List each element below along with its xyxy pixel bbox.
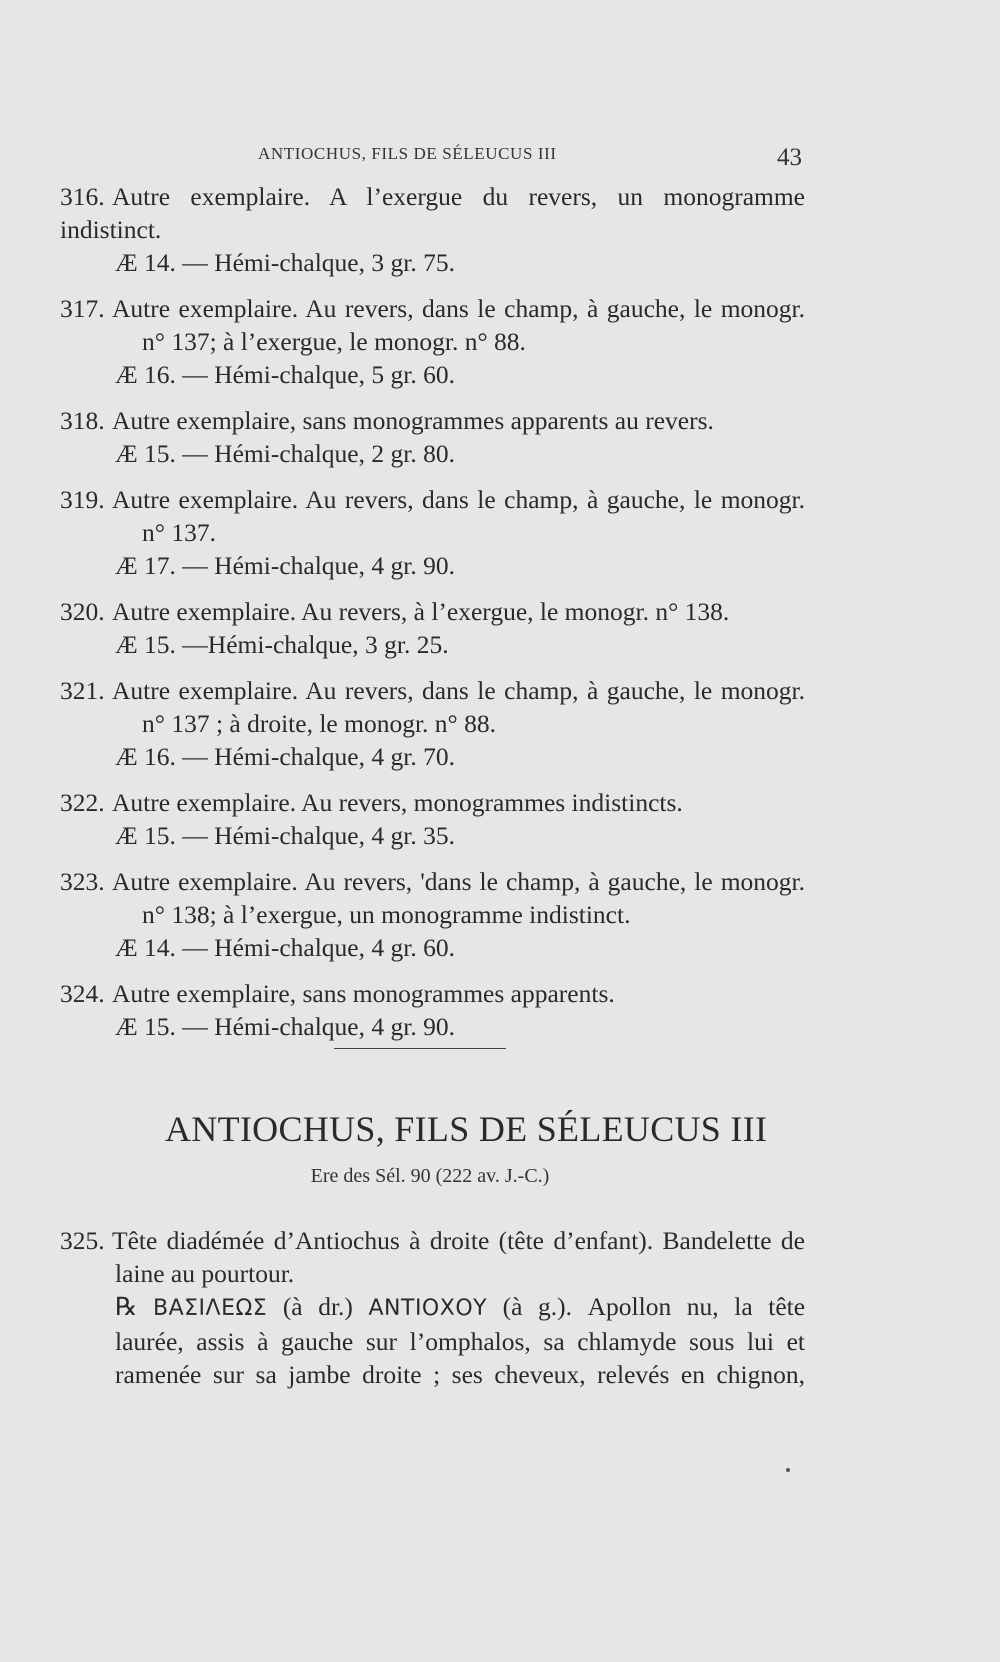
catalogue-entry — [60, 404, 805, 470]
entry-number: 322. — [60, 788, 105, 817]
entry-description: Autre exemplaire. Au revers, monogrammes indistincts. — [112, 788, 683, 817]
entry-number: 317. — [60, 294, 105, 323]
entry-description-cont: n° 137. — [142, 518, 216, 547]
entry-metrics: Æ 17. — Hémi-chalque, 4 gr. 90. — [115, 551, 455, 580]
entry-description: Autre exemplaire. Au revers, 'dans le champ, à gauche, le monogr. — [112, 867, 805, 896]
entry-description: Autre exemplaire, sans monogrammes apparents. — [112, 979, 615, 1008]
catalogue-entry — [60, 786, 805, 852]
legend-position-left: (à dr.) — [282, 1292, 353, 1321]
catalogue-entry — [60, 292, 805, 391]
catalogue-entry — [60, 595, 805, 661]
page-number: 43 — [777, 144, 802, 171]
entry-number: 323. — [60, 867, 105, 896]
catalogue-entry-325 — [60, 1224, 805, 1391]
entry-metrics: Æ 15. — Hémi-chalque, 2 gr. 80. — [115, 439, 455, 468]
entry-metrics: Æ 15. — Hémi-chalque, 4 gr. 90. — [115, 1012, 455, 1041]
entry-description-cont: n° 137 ; à droite, le monogr. n° 88. — [142, 709, 496, 738]
entry-description-cont: n° 138; à l’exergue, un monogramme indistinct. — [142, 900, 631, 929]
catalogue-entry — [60, 865, 805, 964]
entry-number: 325. — [60, 1226, 105, 1255]
reverse-line — [60, 1290, 805, 1325]
reverse-description-cont: ramenée sur sa jambe droite ; ses cheveux, relevés en chignon, — [115, 1360, 805, 1389]
obverse-description-cont: laine au pourtour. — [115, 1259, 295, 1288]
entry-number: 320. — [60, 597, 105, 626]
entry-description-cont: n° 137; à l’exergue, le monogr. n° 88. — [142, 327, 526, 356]
obverse-description: Tête diadémée d’Antiochus à droite (tête d’enfant). Bandelette de — [112, 1226, 805, 1255]
entry-metrics: Æ 15. — Hémi-chalque, 4 gr. 35. — [115, 821, 455, 850]
entry-metrics: Æ 14. — Hémi-chalque, 3 gr. 75. — [115, 248, 455, 277]
entry-metrics: Æ 16. — Hémi-chalque, 5 gr. 60. — [115, 360, 455, 389]
running-title: ANTIOCHUS, FILS DE SÉLEUCUS III — [258, 144, 557, 163]
recipe-reverse-icon: ℞ — [115, 1294, 138, 1321]
entry-number: 319. — [60, 485, 105, 514]
entry-description: Autre exemplaire. Au revers, dans le champ, à gauche, le monogr. — [112, 485, 805, 514]
entry-description: Autre exemplaire. Au revers, à l’exergue, le monogr. n° 138. — [112, 597, 730, 626]
catalogue-entry — [60, 674, 805, 773]
entry-description: Autre exemplaire. Au revers, dans le champ, à gauche, le monogr. — [112, 676, 805, 705]
catalogue-entry — [60, 180, 805, 279]
greek-legend-left: ΒΑΣΙΛΕΩΣ — [153, 1296, 268, 1321]
paper-speck — [786, 1468, 790, 1472]
entry-description: Autre exemplaire. A l’exergue du revers, un monogramme indistinct. — [60, 182, 805, 244]
entry-number: 321. — [60, 676, 105, 705]
entry-metrics: Æ 15. —Hémi-chalque, 3 gr. 25. — [115, 630, 449, 659]
section-subtitle: Ere des Sél. 90 (222 av. J.-C.) — [310, 1165, 550, 1187]
greek-legend-right: ΑΝΤΙΟΧΟΥ — [368, 1296, 488, 1321]
entry-number: 316. — [60, 182, 105, 211]
catalogue-entries — [60, 180, 805, 1056]
entry-number: 324. — [60, 979, 105, 1008]
entry-metrics: Æ 16. — Hémi-chalque, 4 gr. 70. — [115, 742, 455, 771]
entry-description: Autre exemplaire, sans monogrammes apparents au revers. — [112, 406, 714, 435]
catalogue-entry — [60, 977, 805, 1043]
entry-description: Autre exemplaire. Au revers, dans le champ, à gauche, le monogr. — [112, 294, 805, 323]
reverse-description-cont: laurée, assis à gauche sur l’omphalos, sa chlamyde sous lui et — [115, 1327, 805, 1356]
section-divider — [334, 1048, 506, 1049]
entry-metrics: Æ 14. — Hémi-chalque, 4 gr. 60. — [115, 933, 455, 962]
entry-number: 318. — [60, 406, 105, 435]
section-title: ANTIOCHUS, FILS DE SÉLEUCUS III — [165, 1109, 768, 1149]
catalogue-entry — [60, 483, 805, 582]
reverse-description: (à g.). Apollon nu, la tête — [502, 1292, 806, 1321]
